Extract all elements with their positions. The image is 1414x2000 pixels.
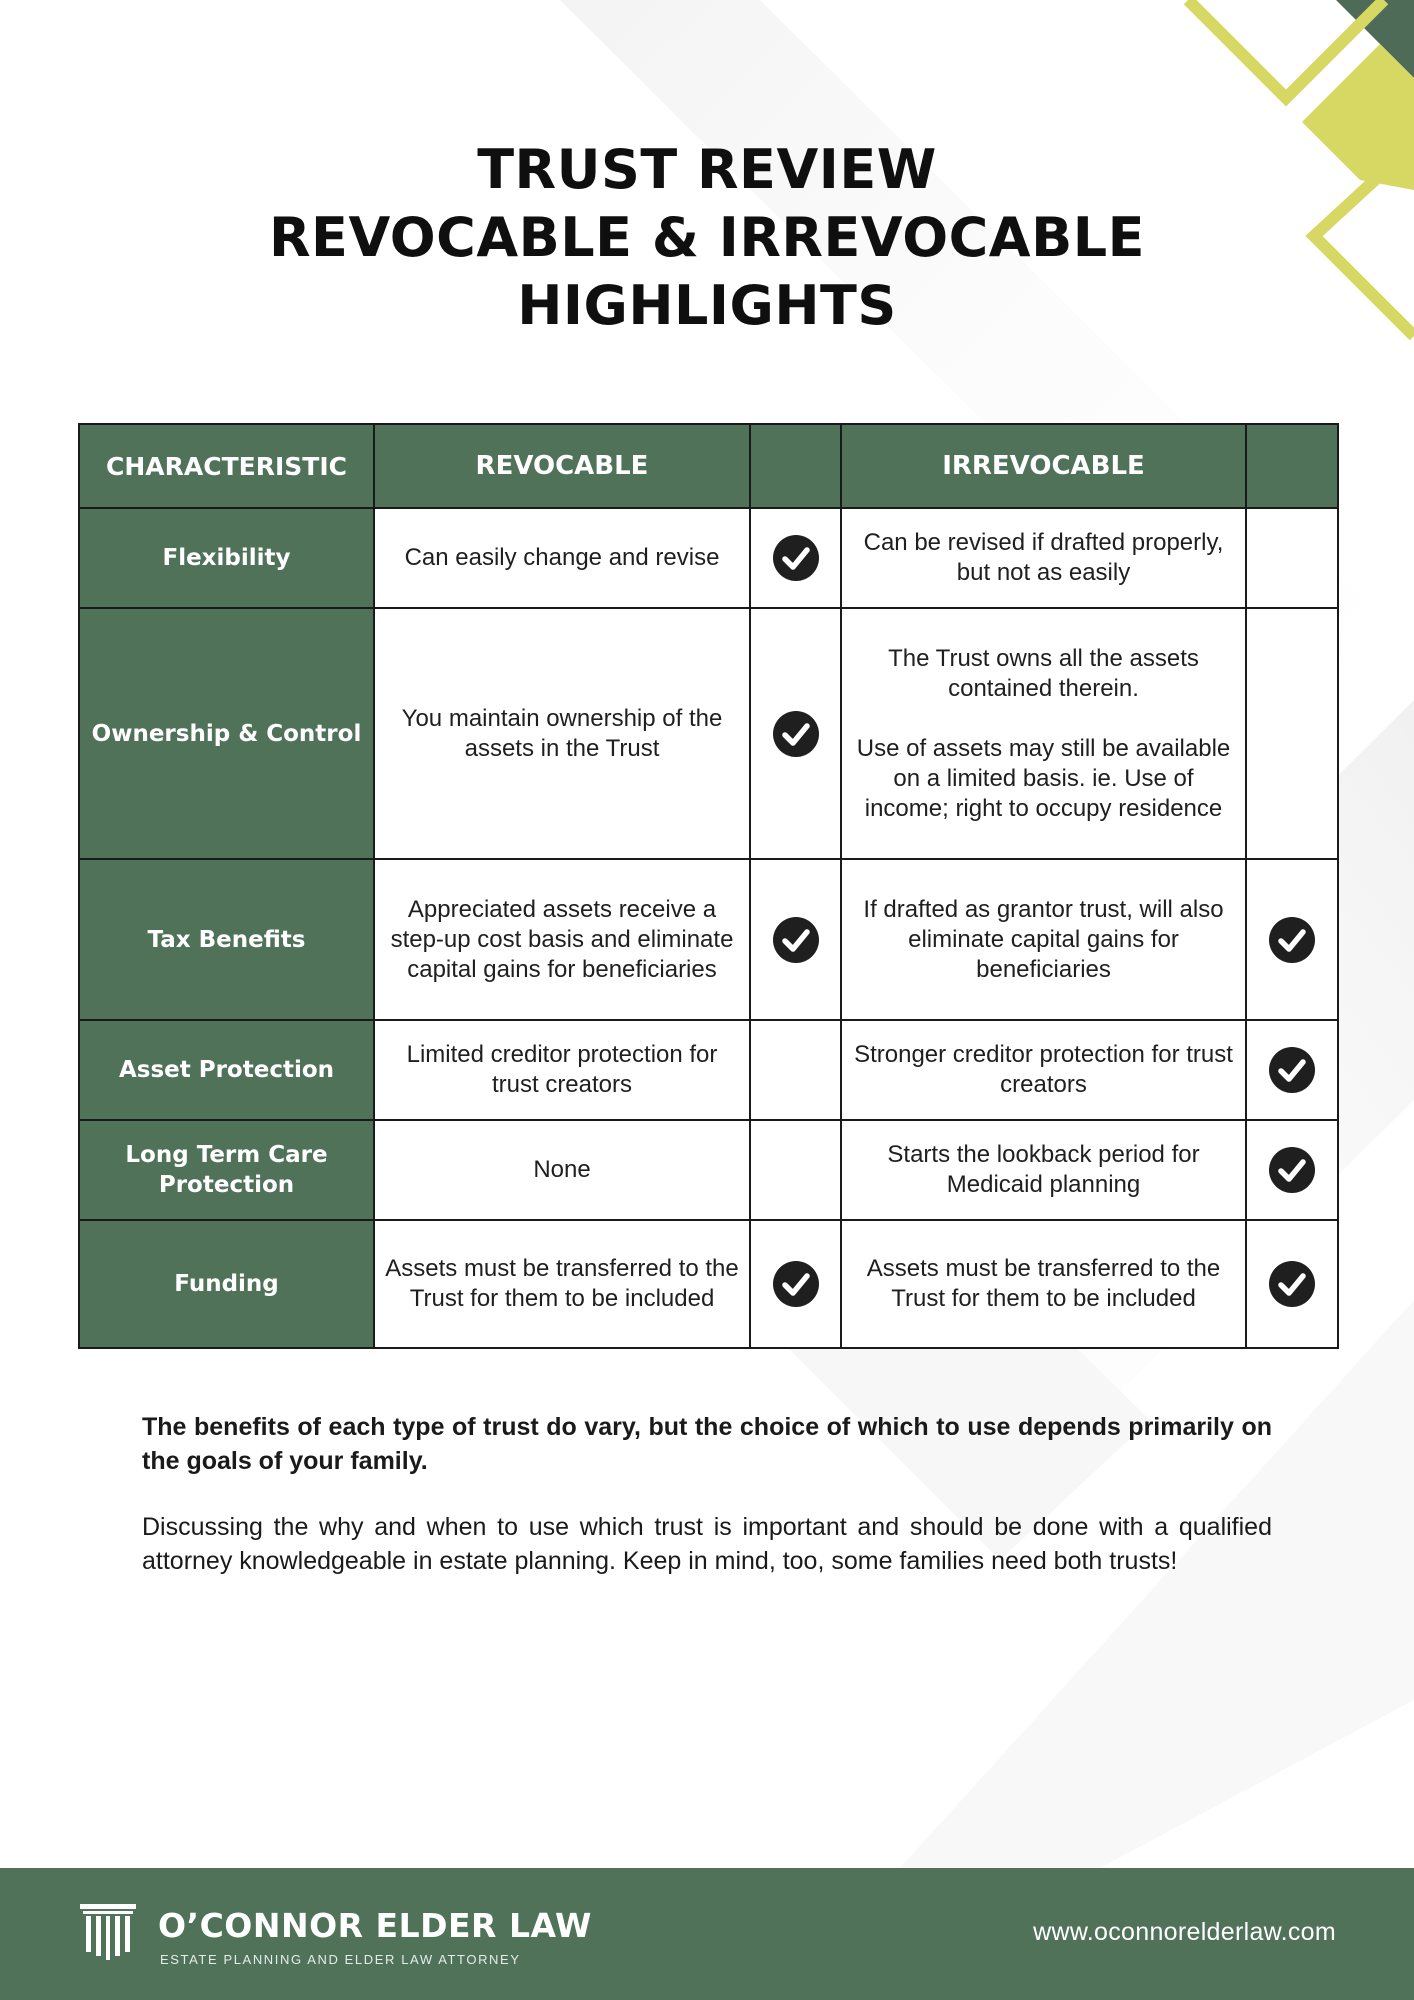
check-circle-icon [772, 710, 820, 758]
columns-logo-icon [80, 1904, 136, 1962]
table-row [79, 1120, 1338, 1220]
firm-name: O’CONNOR ELDER LAW [158, 1906, 592, 1945]
comparison-table [78, 423, 1339, 1349]
notes-section [142, 1410, 1272, 1610]
row-revocable-check [750, 1220, 841, 1348]
row-characteristic: Long Term Care Protection [79, 1120, 374, 1220]
check-circle-icon [772, 534, 820, 582]
header-irrevocable: IRREVOCABLE [841, 424, 1246, 508]
row-irrevocable: Stronger creditor protection for trust creators [841, 1020, 1246, 1120]
table-row [79, 608, 1338, 859]
row-irrevocable-check [1246, 608, 1338, 859]
row-characteristic: Asset Protection [79, 1020, 374, 1120]
row-irrevocable-text: The Trust owns all the assets contained therein. [888, 644, 1199, 702]
notes-paragraph: Discussing the why and when to use which trust is important and should be done with a qualified attorney knowledgeable in estate planning. Keep in mind, too, some families need both trusts! [142, 1513, 1272, 1575]
check-circle-icon [1268, 1146, 1316, 1194]
row-irrevocable-extra-text: Use of assets may still be available on a limited basis. ie. Use of income; right to occupy residence [856, 734, 1231, 822]
header-irrevocable-check [1246, 424, 1338, 508]
header-revocable-check [750, 424, 841, 508]
row-irrevocable-check [1246, 1120, 1338, 1220]
notes-bold-paragraph: The benefits of each type of trust do vary, but the choice of which to use depends primarily on the goals of your family. [142, 1413, 1272, 1475]
row-revocable: You maintain ownership of the assets in the Trust [374, 608, 750, 859]
website-link[interactable]: www.oconnorelderlaw.com [1033, 1918, 1336, 1946]
check-circle-icon [1268, 1046, 1316, 1094]
table-row [79, 508, 1338, 608]
row-irrevocable-check [1246, 1020, 1338, 1120]
table-header-row [79, 424, 1338, 508]
row-revocable: Can easily change and revise [374, 508, 750, 608]
check-circle-icon [772, 916, 820, 964]
row-revocable: Assets must be transferred to the Trust for them to be included [374, 1220, 750, 1348]
row-characteristic: Tax Benefits [79, 859, 374, 1020]
row-irrevocable-check [1246, 508, 1338, 608]
row-characteristic: Funding [79, 1220, 374, 1348]
title-line-1: TRUST REVIEW [477, 138, 937, 201]
row-irrevocable: Starts the lookback period for Medicaid planning [841, 1120, 1246, 1220]
row-revocable-check [750, 1120, 841, 1220]
title-line-3: HIGHLIGHTS [517, 274, 897, 337]
check-circle-icon [1268, 916, 1316, 964]
row-characteristic: Flexibility [79, 508, 374, 608]
page-title [0, 136, 1414, 340]
table-row [79, 859, 1338, 1020]
row-irrevocable: Can be revised if drafted properly, but not as easily [841, 508, 1246, 608]
table-row [79, 1220, 1338, 1348]
header-revocable: REVOCABLE [374, 424, 750, 508]
row-revocable-check [750, 508, 841, 608]
row-irrevocable [841, 608, 1246, 859]
footer [0, 1868, 1414, 2000]
header-characteristic: CHARACTERISTIC [79, 424, 374, 508]
row-characteristic: Ownership & Control [79, 608, 374, 859]
table-row [79, 1020, 1338, 1120]
row-revocable-check [750, 608, 841, 859]
check-circle-icon [772, 1260, 820, 1308]
row-revocable: None [374, 1120, 750, 1220]
row-revocable-check [750, 859, 841, 1020]
firm-tagline: ESTATE PLANNING AND ELDER LAW ATTORNEY [160, 1952, 521, 1967]
row-irrevocable: If drafted as grantor trust, will also eliminate capital gains for beneficiaries [841, 859, 1246, 1020]
check-circle-icon [1268, 1260, 1316, 1308]
row-revocable: Limited creditor protection for trust creators [374, 1020, 750, 1120]
row-revocable-check [750, 1020, 841, 1120]
row-revocable: Appreciated assets receive a step-up cost basis and eliminate capital gains for beneficiaries [374, 859, 750, 1020]
title-line-2: REVOCABLE & IRREVOCABLE [268, 206, 1146, 269]
row-irrevocable-check [1246, 859, 1338, 1020]
row-irrevocable-check [1246, 1220, 1338, 1348]
row-irrevocable: Assets must be transferred to the Trust for them to be included [841, 1220, 1246, 1348]
